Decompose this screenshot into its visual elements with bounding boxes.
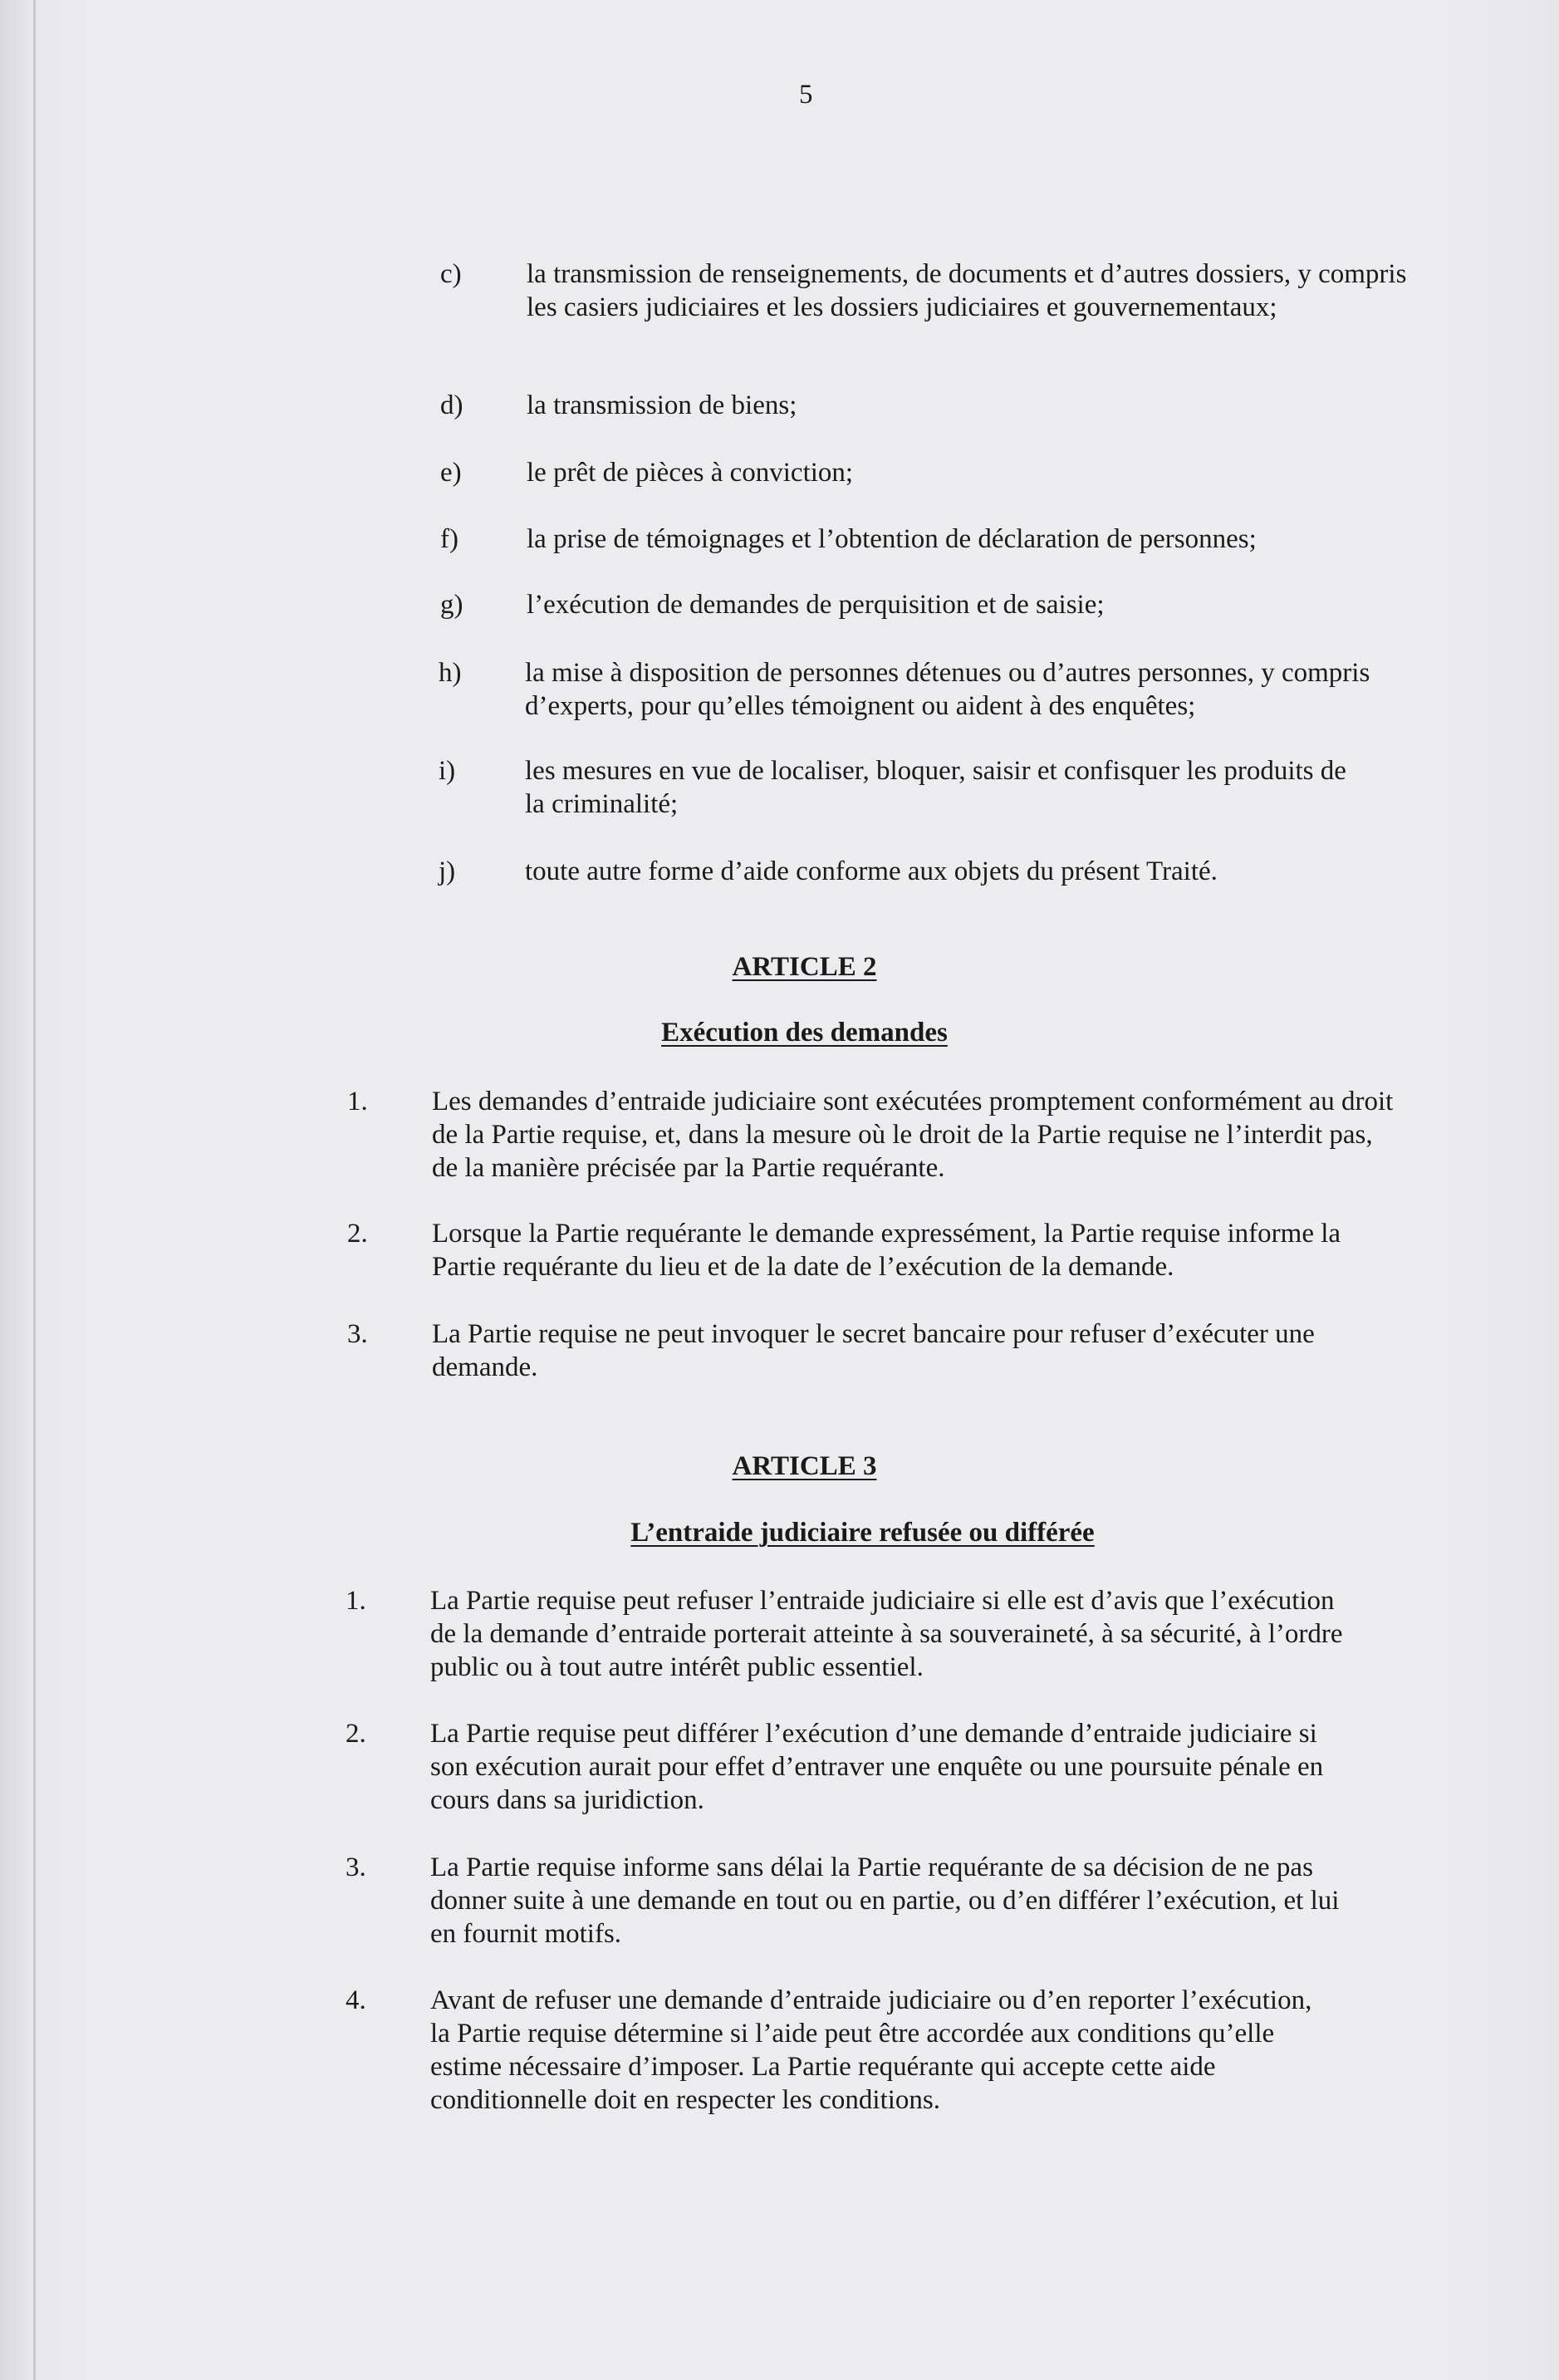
list-item-letter: d)	[440, 390, 463, 420]
paragraph-number: 1.	[347, 1087, 368, 1116]
list-item-text: toute autre forme d’aide conforme aux objets du présent Traité.	[525, 856, 1218, 886]
list-item-text: les mesures en vue de localiser, bloquer, saisir et confisquer les produits de la criminalité;	[525, 756, 1346, 819]
list-item-text: la transmission de renseignements, de documents et d’autres dossiers, y compris les casiers judiciaires et les dossiers judiciaires et gouvernementaux;	[527, 259, 1407, 322]
page-edge	[33, 0, 36, 2380]
list-item-text: la mise à disposition de personnes détenues ou d’autres personnes, y compris d’experts, pour qu’elles témoignent ou aident à des enquêtes;	[525, 658, 1370, 721]
paragraph-text: Lorsque la Partie requérante le demande expressément, la Partie requise informe la Partie requérante du lieu et de la date de l’exécution de la demande.	[432, 1219, 1341, 1282]
paragraph-text: La Partie requise peut différer l’exécution d’une demande d’entraide judiciaire si son exécution aurait pour effet d’entraver une enquête ou une poursuite pénale en cours dans sa juridiction.	[430, 1719, 1324, 1815]
page-number: 5	[799, 80, 813, 110]
paragraph-text: La Partie requise informe sans délai la Partie requérante de sa décision de ne pas donner suite à une demande en tout ou en partie, ou d’en différer l’exécution, et lui en fournit motifs.	[430, 1852, 1340, 1949]
list-item-letter: c)	[440, 259, 462, 289]
article-3-title: L’entraide judiciaire refusée ou différée	[630, 1518, 1095, 1548]
article-2-title: Exécution des demandes	[661, 1018, 948, 1048]
paragraph-number: 4.	[346, 1985, 366, 2015]
paragraph-text: Les demandes d’entraide judiciaire sont exécutées promptement conformément au droit de la Partie requise, et, dans la mesure où le droit de la Partie requise ne l’interdit pas, de la manière précisée par la Partie requérante.	[432, 1087, 1394, 1183]
list-item-letter: e)	[440, 458, 462, 488]
list-item-letter: h)	[439, 658, 462, 688]
paragraph-number: 2.	[346, 1719, 366, 1749]
list-item-letter: g)	[440, 590, 463, 620]
list-item-text: la prise de témoignages et l’obtention de déclaration de personnes;	[527, 524, 1257, 554]
list-item-letter: f)	[440, 524, 458, 554]
list-item-text: le prêt de pièces à conviction;	[527, 458, 854, 488]
paragraph-text: La Partie requise peut refuser l’entraide judiciaire si elle est d’avis que l’exécution de la demande d’entraide porterait atteinte à sa souveraineté, à sa sécurité, à l’ordre public ou à tout autre intérêt public essentiel.	[430, 1586, 1343, 1682]
paragraph-number: 3.	[347, 1319, 368, 1349]
list-item-text: la transmission de biens;	[527, 390, 797, 420]
paragraph-number: 2.	[347, 1219, 368, 1249]
paragraph-number: 1.	[346, 1586, 366, 1616]
list-item-letter: i)	[439, 756, 456, 786]
paragraph-text: Avant de refuser une demande d’entraide judiciaire ou d’en reporter l’exécution, la Partie requise détermine si l’aide peut être accordée aux conditions qu’elle estime nécessaire d’imposer. La Partie requérante qui accepte cette aide conditionnelle doit en respecter les conditions.	[430, 1985, 1312, 2115]
list-item-letter: j)	[439, 856, 456, 886]
article-2-heading: ARTICLE 2	[732, 952, 877, 982]
list-item-text: l’exécution de demandes de perquisition et de saisie;	[527, 590, 1105, 620]
paragraph-number: 3.	[346, 1852, 366, 1882]
paragraph-text: La Partie requise ne peut invoquer le secret bancaire pour refuser d’exécuter une demande.	[432, 1319, 1315, 1382]
article-3-heading: ARTICLE 3	[732, 1451, 877, 1481]
